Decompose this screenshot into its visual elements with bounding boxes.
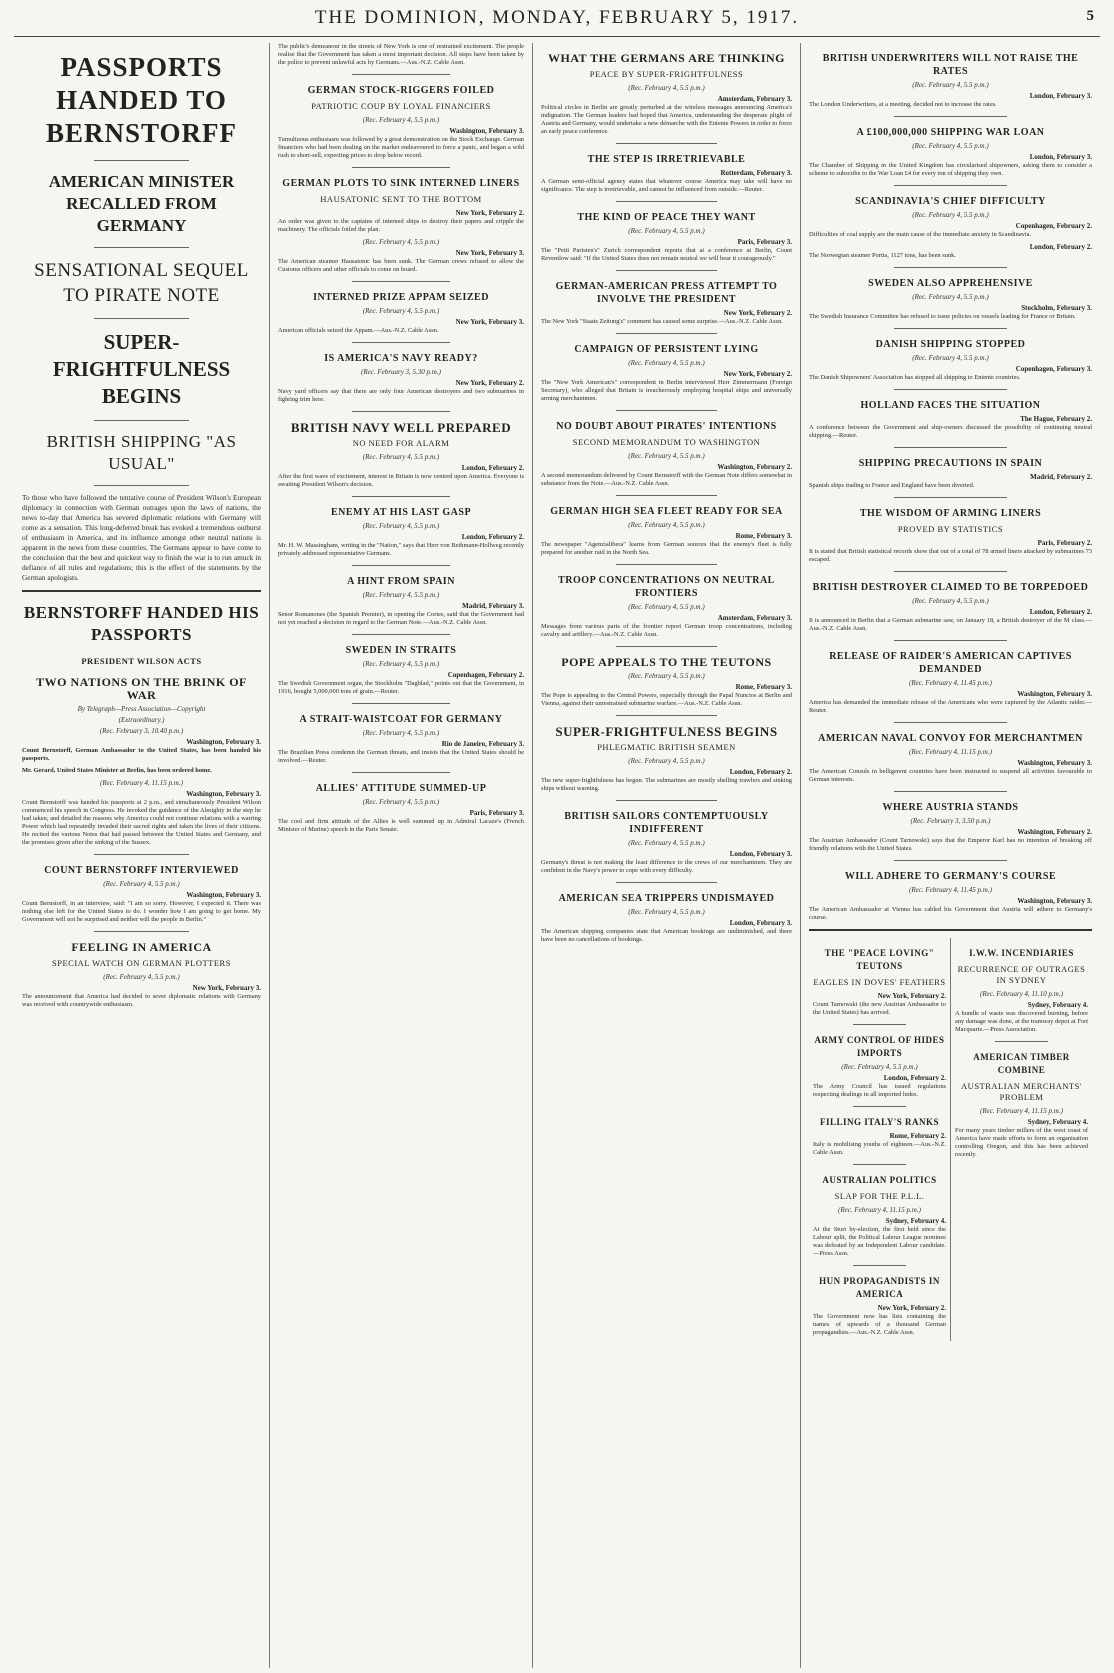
dateline: Washington, February 2. xyxy=(1017,828,1092,836)
article-headline: WHERE AUSTRIA STANDS xyxy=(882,802,1019,813)
received-note: (Rec. February 4, 5.5 p.m.) xyxy=(628,757,705,765)
divider xyxy=(894,328,1007,329)
article-body: The public's demeanour in the streets of New York is one of restrained excitement. The people realise that the Government has taken a most important decision. All steps have been taken by the police to prevent unlawful acts by Germans.—Aus.-N.Z. Cable Assn. xyxy=(278,43,524,66)
deck-headline-4: BRITISH SHIPPING "AS USUAL" xyxy=(46,432,237,473)
article-body: It is stated that British statistical records show that out of a total of 78 armed liners attacked by submarines 73 escaped. xyxy=(809,548,1092,563)
masthead-title: THE DOMINION, MONDAY, FEBRUARY 5, 1917. xyxy=(314,7,800,28)
article-headline: POPE APPEALS TO THE TEUTONS xyxy=(561,655,772,669)
divider xyxy=(616,564,716,565)
divider xyxy=(352,342,450,343)
article-headline: ARMY CONTROL OF HIDES IMPORTS xyxy=(814,1035,945,1058)
dateline: London, February 3. xyxy=(729,919,792,927)
dateline: London, February 2. xyxy=(1029,608,1092,616)
article-subheadline: PRESIDENT WILSON ACTS xyxy=(81,656,202,666)
article-body: The newspaper "Agenzialibera" learns from German sources that the enemy's fleet is fully prepared for another raid in the North Sea. xyxy=(541,541,792,556)
article-body: Political circles in Berlin are greatly perturbed at the wireless messages announcing America's indignation. The German leaders had hoped that America, understanding the desperate plight of Austria and Germany, would undertake a new démarche with the Entente Powers in order to force an early peace conference. xyxy=(541,104,792,135)
dateline: London, February 3. xyxy=(1029,92,1092,100)
article-body: Difficulties of coal supply are the main cause of the immediate anxiety in Scandinavia. xyxy=(809,231,1032,238)
divider xyxy=(894,791,1007,792)
received-note: (Rec. February 4, 5.5 p.m.) xyxy=(628,452,705,460)
received-note: (Rec. February 4, 5.5 p.m.) xyxy=(362,522,440,530)
divider xyxy=(894,447,1007,448)
received-note: (Rec. February 4, 5.5 p.m.) xyxy=(362,238,440,246)
article-body: Italy is mobilising youths of eighteen.—Aus.-N.Z. Cable Assn. xyxy=(813,1141,946,1156)
received-note: (Rec. February 4, 5.5 p.m.) xyxy=(362,307,440,315)
divider xyxy=(616,495,716,496)
received-note: (Rec. February 4, 11.15 p.m.) xyxy=(100,779,183,787)
article-headline: AMERICAN NAVAL CONVOY FOR MERCHANTMEN xyxy=(818,733,1083,744)
split-column-right xyxy=(951,938,1092,1341)
received-note: (Rec. February 4, 5.5 p.m.) xyxy=(912,293,989,301)
article-body: The Swedish Government organ, the Stockholm "Dagblad," points out that the Government, in 1916, bought 5,000,000 tons of grain.—Reuter. xyxy=(278,680,524,695)
divider xyxy=(894,571,1007,572)
article-subheadline: EAGLES IN DOVES' FEATHERS xyxy=(813,977,946,987)
divider xyxy=(94,160,190,161)
article-headline: THE "PEACE LOVING" TEUTONS xyxy=(824,948,935,971)
column-2 xyxy=(270,43,533,1668)
article-headline: SWEDEN ALSO APPREHENSIVE xyxy=(868,278,1033,289)
article-headline: ENEMY AT HIS LAST GASP xyxy=(330,507,472,518)
received-note: (Rec. February 4, 5.5 p.m.) xyxy=(362,453,440,461)
article-subheadline: SLAP FOR THE P.L.L. xyxy=(834,1191,925,1201)
dateline: Washington, February 3. xyxy=(186,790,261,798)
dateline: Copenhagen, February 2. xyxy=(447,671,524,679)
divider xyxy=(94,931,190,932)
article-body: The new super-frightfulness has begun. The submarines are mostly shelling trawlers and sinking ships without warning. xyxy=(541,777,792,792)
dateline: Paris, February 2. xyxy=(1037,539,1092,547)
split-columns xyxy=(809,938,1092,1341)
article-body: A bundle of waste was discovered burning, before any damage was done, at the tramway depot at Fort Macquarie.—Press Association. xyxy=(955,1010,1088,1033)
article-headline: A STRAIT-WAISTCOAT FOR GERMANY xyxy=(299,714,503,725)
article-headline: WHAT THE GERMANS ARE THINKING xyxy=(548,51,785,65)
article-headline: FEELING IN AMERICA xyxy=(71,940,212,954)
article-subheadline: SPECIAL WATCH ON GERMAN PLOTTERS xyxy=(52,958,231,968)
received-note: (Rec. February 3, 5.30 p.m.) xyxy=(361,368,441,376)
article-subheadline: TWO NATIONS ON THE BRINK OF WAR xyxy=(36,675,247,702)
article-body: A conference between the Government and ship-owners discussed the possibility of continuing neutral shipping.—Reuter. xyxy=(809,424,1092,439)
article-headline: GERMAN-AMERICAN PRESS ATTEMPT TO INVOLVE THE PRESIDENT xyxy=(555,281,778,305)
article-headline: I.W.W. INCENDIARIES xyxy=(969,948,1074,958)
article-body: The Pope is appealing to the Central Powers, especially through the Papal Nuncios at Berlin and Vienna, against their unrestrained submarine warfare.—Aus.-N.Z. Cable Assn. xyxy=(541,692,792,707)
article-headline: WILL ADHERE TO GERMANY'S COURSE xyxy=(844,871,1057,882)
dateline: Sydney, February 4. xyxy=(885,1217,946,1225)
received-note: (Rec. February 4, 5.5 p.m.) xyxy=(362,798,440,806)
received-note: (Rec. February 4, 11.45 p.m.) xyxy=(909,886,992,894)
received-note: (Rec. February 4, 5.5 p.m.) xyxy=(912,142,989,150)
received-note: (Rec. February 4, 11.15 p.m.) xyxy=(980,1107,1063,1115)
article-headline: AMERICAN TIMBER COMBINE xyxy=(973,1052,1070,1075)
divider xyxy=(894,116,1007,117)
dateline: London, February 2. xyxy=(461,533,524,541)
article-body: The American Ambassador at Vienna has cabled his Government that Austria will adhere to Germany's course. xyxy=(809,906,1092,921)
dateline: Washington, February 3. xyxy=(1017,759,1092,767)
received-note: (Rec. February 4, 5.5 p.m.) xyxy=(628,603,705,611)
received-note: (Rec. February 4, 5.5 p.m.) xyxy=(628,84,705,92)
dateline: Stockholm, February 3. xyxy=(1021,304,1092,312)
received-note: (Rec. February 4, 5.5 p.m.) xyxy=(841,1063,918,1071)
article-headline: HOLLAND FACES THE SITUATION xyxy=(860,400,1041,411)
received-note: (Rec. February 4, 5.5 p.m.) xyxy=(912,81,989,89)
article-headline: DANISH SHIPPING STOPPED xyxy=(875,339,1026,350)
article-body: The London Underwriters, at a meeting, decided not to increase the rates. xyxy=(809,101,997,108)
received-note: (Rec. February 4, 11.15 p.m.) xyxy=(838,1206,921,1214)
article-body: The American steamer Hausatonic has been sunk. The German crews refused to allow the Customs officers and other officials to come on board. xyxy=(278,258,524,273)
article-body: Count Bernstorff, German Ambassador to the United States, has been handed his passports. xyxy=(22,747,261,762)
copyright-note: By Telegraph—Press Association—Copyright xyxy=(77,705,206,713)
received-note: (Rec. February 4, 11.15 p.m.) xyxy=(909,748,992,756)
article-body: The Brazilian Press condemn the German threats, and insists that the United States should be involved.—Reuter. xyxy=(278,749,524,764)
dateline: Paris, February 3. xyxy=(737,238,792,246)
article-headline: GERMAN PLOTS TO SINK INTERNED LINERS xyxy=(282,178,520,189)
article-body: The American shipping companies state that American bookings are undiminished, and there have been no cancellations of bookings. xyxy=(541,928,792,943)
dateline: London, February 3. xyxy=(1029,153,1092,161)
divider xyxy=(616,800,716,801)
divider xyxy=(616,270,716,271)
dateline: The Hague, February 2. xyxy=(1020,415,1092,423)
dateline: New York, February 2. xyxy=(455,379,524,387)
article-headline: AMERICAN SEA TRIPPERS UNDISMAYED xyxy=(558,893,775,904)
article-headline: SHIPPING PRECAUTIONS IN SPAIN xyxy=(858,458,1043,469)
deck-headline-3: SUPER-FRIGHTFULNESS BEGINS xyxy=(52,330,231,408)
article-headline: BERNSTORFF HANDED HIS PASSPORTS xyxy=(23,603,260,644)
intro-paragraph: To those who have followed the tentative course of President Wilson's European diplomacy in connection with German outrages upon the laws of nations, the news to-day that America has severed diplomatic relations with Germany will come as a sensation. This long-deferred break has evoked a tremendous outburst of enthusiasm in America, and its influence amongst other neutral nations is apparent in the news from these countries. The Germans appear to have come to the conclusion that the best and quickest way to finish the war is to run amuck in defiance of all rules and regulations; this is the effect of the statements by the German apologists. xyxy=(22,493,261,582)
dateline: Washington, February 2. xyxy=(717,463,792,471)
article-headline: FILLING ITALY'S RANKS xyxy=(819,1117,940,1127)
article-body: After the first wave of excitement, interest in Britain is now centred upon America. Everyone is awaiting President Wilson's decision. xyxy=(278,473,524,488)
divider xyxy=(616,715,716,716)
received-note: (Rec. February 4, 5.5 p.m.) xyxy=(628,227,705,235)
received-note: (Rec. February 4, 5.5 p.m.) xyxy=(628,672,705,680)
received-note: (Rec. February 4, 5.5 p.m.) xyxy=(912,597,989,605)
divider xyxy=(352,703,450,704)
dateline: New York, February 2. xyxy=(455,209,524,217)
dateline: Sydney, February 4. xyxy=(1027,1001,1088,1009)
article-body: Germany's threat is not making the least difference to the crews of our merchantmen. They are confident in the Navy's power to cope with every difficulty. xyxy=(541,859,792,874)
divider xyxy=(894,267,1007,268)
article-body: At the Sturt by-election, the first held since the Labour split, the Political Labour League nominee was defeated by an Independent Labour candidate.—Press Assn. xyxy=(813,1226,946,1257)
article-subheadline: AUSTRALIAN MERCHANTS' PROBLEM xyxy=(961,1081,1082,1102)
divider xyxy=(616,882,716,883)
dateline: Rio de Janeiro, February 3. xyxy=(441,740,524,748)
article-subheadline: PATRIOTIC COUP BY LOYAL FINANCIERS xyxy=(311,101,491,111)
article-headline: SCANDINAVIA'S CHIEF DIFFICULTY xyxy=(855,196,1046,207)
masthead xyxy=(14,0,1100,37)
article-body: Mr. Gerard, United States Minister at Berlin, has been ordered home. xyxy=(22,767,212,774)
dateline: Madrid, February 2. xyxy=(1030,473,1092,481)
article-headline: COUNT BERNSTORFF INTERVIEWED xyxy=(44,865,239,876)
dateline: Sydney, February 4. xyxy=(1027,1118,1088,1126)
article-headline: A £100,000,000 SHIPPING WAR LOAN xyxy=(856,127,1045,138)
received-note: (Rec. February 4, 5.5 p.m.) xyxy=(362,116,440,124)
article-subheadline: RECURRENCE OF OUTRAGES IN SYDNEY xyxy=(957,964,1086,985)
article-headline: THE KIND OF PEACE THEY WANT xyxy=(577,212,756,223)
article-body: America has demanded the immediate release of the Americans who were captured by the Atlantic raider.—Reuter. xyxy=(809,699,1092,714)
divider xyxy=(94,318,190,319)
dateline: London, February 2. xyxy=(1029,243,1092,251)
deck-headline-1: AMERICAN MINISTER RECALLED FROM GERMANY xyxy=(48,172,235,235)
article-body: The New York "Staats Zeitung's" comment has caused some surprise.—Aus.-N.Z. Cable Assn. xyxy=(541,318,783,325)
article-body: The Danish Shipowners' Association has stopped all shipping to Entente countries. xyxy=(809,374,1021,381)
article-body: The cool and firm attitude of the Allies is well summed up in Admiral Lacaze's (French Minister of Marine) speech in the Paris Senate. xyxy=(278,818,524,833)
received-note: (Rec. February 4, 5.5 p.m.) xyxy=(912,211,989,219)
dateline: Rome, February 2. xyxy=(889,1132,946,1140)
divider xyxy=(616,143,716,144)
divider xyxy=(616,646,716,647)
dateline: Amsterdam, February 3. xyxy=(717,95,792,103)
received-note: (Rec. February 4, 5.5 p.m.) xyxy=(628,359,705,367)
article-headline: IS AMERICA'S NAVY READY? xyxy=(324,353,478,364)
divider xyxy=(352,496,450,497)
divider xyxy=(894,722,1007,723)
dateline: Washington, February 3. xyxy=(186,891,261,899)
received-note: (Rec. February 4, 5.5 p.m.) xyxy=(912,354,989,362)
received-note: (Rec. February 4, 5.5 p.m.) xyxy=(362,660,440,668)
article-headline: SWEDEN IN STRAITS xyxy=(345,645,457,656)
dateline: London, February 2. xyxy=(461,464,524,472)
article-body: Navy yard officers say that there are only four American destroyers and two submarines in fighting trim here. xyxy=(278,388,524,403)
divider xyxy=(352,167,450,168)
lead-headline: PASSPORTS HANDED TO BERNSTORFF xyxy=(45,52,238,148)
article-headline: CAMPAIGN OF PERSISTENT LYING xyxy=(574,344,759,355)
divider xyxy=(22,590,261,592)
article-body: For many years timber millers of the west coast of America have made efforts to form an organisation controlling Oregon, and this has been achieved recently. xyxy=(955,1127,1088,1158)
article-body: The announcement that America had decided to sever diplomatic relations with Germany was received with countrywide enthusiasm. xyxy=(22,993,261,1008)
dateline: New York, February 2. xyxy=(877,992,946,1000)
dateline: Copenhagen, February 3. xyxy=(1015,365,1092,373)
divider xyxy=(94,420,190,421)
article-subheadline: PROVED BY STATISTICS xyxy=(897,524,1004,534)
column-1 xyxy=(14,43,270,1668)
divider xyxy=(853,1164,906,1165)
article-body: Tumultuous enthusiasm was followed by a great demonstration on the Stock Exchange. German financiers who had been dealing on the market endeavoured to force a panic, and began a wild rush to short-sell, expecting prices to drop below record. xyxy=(278,136,524,159)
article-headline: TROOP CONCENTRATIONS ON NEUTRAL FRONTIERS xyxy=(558,575,775,599)
dateline: New York, February 3. xyxy=(192,984,261,992)
article-body: The "New York American's" correspondent in Berlin interviewed Herr Zimmermann (Foreign Secretary), who alleged that Britain is treacherously employing hospital ships and universally arming merchantmen. xyxy=(541,379,792,402)
deck-headline-2: SENSATIONAL SEQUEL TO PIRATE NOTE xyxy=(34,260,249,306)
column-4 xyxy=(801,43,1100,1668)
received-note: (Rec. February 4, 5.5 p.m.) xyxy=(628,908,705,916)
article-headline: A HINT FROM SPAIN xyxy=(347,576,455,587)
divider xyxy=(894,497,1007,498)
dateline: Copenhagen, February 2. xyxy=(1015,222,1092,230)
divider xyxy=(894,185,1007,186)
dateline: Washington, February 3. xyxy=(1017,690,1092,698)
article-body: The Norwegian steamer Portia, 1127 tons, has been sunk. xyxy=(809,252,956,259)
dateline: New York, February 3. xyxy=(455,318,524,326)
dateline: Rotterdam, February 3. xyxy=(720,169,792,177)
article-body: Senor Romanones (the Spanish Premier), in opening the Cortes, said that the Government had not yet reached a decision in regard to the German Note.—Aus.-N.Z. Cable Assn. xyxy=(278,611,524,626)
article-body: A second memorandum delivered by Count Bernstorff with the German Note differs somewhat in substance from the Note.—Aus.-N.Z. Cable Assn. xyxy=(541,472,792,487)
received-note: (Rec. February 3, 10.40 p.m.) xyxy=(99,727,184,735)
received-note: (Rec. February 4, 5.5 p.m.) xyxy=(362,591,440,599)
divider xyxy=(352,281,450,282)
article-headline: BRITISH SAILORS CONTEMPTUOUSLY INDIFFERENT xyxy=(564,811,769,835)
divider xyxy=(894,860,1007,861)
article-body: The Chamber of Shipping in the United Kingdom has circularised shipowners, asking them to consider a scheme to subscribe to the War Loan £4 for every ton of shipping they own. xyxy=(809,162,1092,177)
received-note: (Rec. February 4, 5.5 p.m.) xyxy=(103,973,180,981)
divider xyxy=(894,389,1007,390)
article-subheadline: NO NEED FOR ALARM xyxy=(352,438,450,448)
article-headline: THE WISDOM OF ARMING LINERS xyxy=(859,508,1042,519)
divider xyxy=(94,247,190,248)
received-note: (Rec. February 4, 5.5 p.m.) xyxy=(362,729,440,737)
divider xyxy=(616,410,716,411)
article-headline: BRITISH NAVY WELL PREPARED xyxy=(290,420,512,435)
divider xyxy=(894,640,1007,641)
dateline: Washington, February 3. xyxy=(1017,897,1092,905)
dateline: New York, February 3. xyxy=(455,249,524,257)
dateline: New York, February 2. xyxy=(723,370,792,378)
split-column-left xyxy=(809,938,951,1341)
divider xyxy=(94,854,190,855)
article-body: An order was given to the captains of interned ships to destroy their papers and cripple the machinery. The officials foiled the plan. xyxy=(278,218,524,233)
divider xyxy=(853,1265,906,1266)
divider xyxy=(853,1024,906,1025)
article-headline: HUN PROPAGANDISTS IN AMERICA xyxy=(819,1276,940,1299)
article-body: American officials seized the Appam.—Aus.-N.Z. Cable Assn. xyxy=(278,327,439,334)
article-body: It is announced in Berlin that a German submarine saw, on January 18, a British destroyer of the M class.—Aus.-N.Z. Cable Assn. xyxy=(809,617,1092,632)
divider xyxy=(809,929,1092,931)
dateline: New York, February 2. xyxy=(877,1304,946,1312)
divider xyxy=(853,1106,906,1107)
divider xyxy=(352,74,450,75)
article-subheadline: HAUSATONIC SENT TO THE BOTTOM xyxy=(320,194,482,204)
article-body: The Government now has lists containing the names of upwards of a thousand German propagandists.—Aus.-N.Z. Cable Assn. xyxy=(813,1313,946,1336)
dateline: Washington, February 3. xyxy=(449,127,524,135)
received-note: (Extraordinary.) xyxy=(118,716,165,724)
article-headline: SUPER-FRIGHTFULNESS BEGINS xyxy=(555,724,778,739)
article-body: Count Bernstorff was handed his passports at 2 p.m., and simultaneously President Wilson commenced his speech in Congress. He invoked the guidance of the Almighty in the step he had taken, and detailed the reasons why America could not continue relations with a warring Power which had repeatedly invaded their sacred rights and taken the lives of their citizens. He recited the various Notes that had passed between the United States and Germany, and the promises given after the sinking of the Sussex. xyxy=(22,799,261,846)
article-body: Count Bernstorff, in an interview, said: "I am so sorry. However, I expected it. There was nothing else left for the United States to do. I wonder how I am going to get home. My Government will not be surprised and neither will the people in Berlin." xyxy=(22,900,261,923)
article-body: The Swedish Insurance Committee has refused to issue policies on vessels leading for France or Britain. xyxy=(809,313,1076,320)
article-subheadline: PEACE BY SUPER-FRIGHTFULNESS xyxy=(589,69,744,79)
dateline: Washington, February 3. xyxy=(186,738,261,746)
dateline: Madrid, February 3. xyxy=(462,602,524,610)
article-headline: RELEASE OF RAIDER'S AMERICAN CAPTIVES DEMANDED xyxy=(829,651,1072,675)
divider xyxy=(352,772,450,773)
article-body: Mr. H. W. Massingham, writing in the "Nation," says that Herr von Bethmann-Hollweg recently privately addressed representative Germans. xyxy=(278,542,524,557)
article-body: Count Tarnowski (the new Austrian Ambassador to the United States) has arrived. xyxy=(813,1001,946,1016)
dateline: New York, February 2. xyxy=(723,309,792,317)
dateline: London, February 3. xyxy=(729,850,792,858)
dateline: Amsterdam, February 3. xyxy=(717,614,792,622)
column-3 xyxy=(533,43,801,1668)
article-headline: GERMAN STOCK-RIGGERS FOILED xyxy=(307,85,495,96)
article-body: Spanish ships trading to France and England have been diverted. xyxy=(809,482,975,489)
dateline: London, February 2. xyxy=(729,768,792,776)
article-headline: NO DOUBT ABOUT PIRATES' INTENTIONS xyxy=(556,421,777,432)
article-body: The "Petit Parisien's" Zurich correspondent reports that at a conference at Berlin, Count Reventlow said: "If the United States does not remain neutral we will bear it courageously." xyxy=(541,247,792,262)
article-subheadline: SECOND MEMORANDUM TO WASHINGTON xyxy=(572,437,761,447)
dateline: Paris, February 3. xyxy=(469,809,524,817)
divider xyxy=(616,201,716,202)
article-headline: ALLIES' ATTITUDE SUMMED-UP xyxy=(315,783,487,794)
received-note: (Rec. February 4, 11.45 p.m.) xyxy=(909,679,992,687)
article-body: The Army Council has issued regulations respecting dealings in all imported hides. xyxy=(813,1083,946,1098)
dateline: London, February 2. xyxy=(883,1074,946,1082)
article-headline: GERMAN HIGH SEA FLEET READY FOR SEA xyxy=(550,506,783,517)
article-body: The American Consuls in belligerent countries have been instructed to suspend all activities favourable to German interests. xyxy=(809,768,1092,783)
page-number: 5 xyxy=(1086,8,1094,24)
received-note: (Rec. February 3, 3.50 p.m.) xyxy=(910,817,991,825)
divider xyxy=(616,333,716,334)
received-note: (Rec. February 4, 5.5 p.m.) xyxy=(628,521,705,529)
received-note: (Rec. February 4, 5.5 p.m.) xyxy=(103,880,180,888)
article-body: The Austrian Ambassador (Count Tarnowski) says that the Emperor Karl has no intention of breaking off friendly relations with the United States. xyxy=(809,837,1092,852)
divider xyxy=(94,485,190,486)
article-body: A German semi-official agency states that whatever course America may take will have no significance. The step is irretrievable, and cannot be influenced from outside.—Reuter. xyxy=(541,178,792,193)
received-note: (Rec. February 4, 11.10 p.m.) xyxy=(980,990,1063,998)
article-body: Messages from various parts of the frontier report German troop concentrations, including cavalry and artillery.—Aus.-N.Z. Cable Assn. xyxy=(541,623,792,638)
article-subheadline: PHLEGMATIC BRITISH SEAMEN xyxy=(597,742,736,752)
article-headline: INTERNED PRIZE APPAM SEIZED xyxy=(313,292,489,303)
received-note: (Rec. February 4, 5.5 p.m.) xyxy=(628,839,705,847)
article-headline: BRITISH DESTROYER CLAIMED TO BE TORPEDOED xyxy=(812,582,1089,593)
divider xyxy=(352,411,450,412)
article-headline: AUSTRALIAN POLITICS xyxy=(822,1175,937,1185)
divider xyxy=(352,565,450,566)
divider xyxy=(995,1041,1048,1042)
article-headline: THE STEP IS IRRETRIEVABLE xyxy=(587,154,746,165)
dateline: Rome, February 3. xyxy=(735,532,792,540)
divider xyxy=(352,634,450,635)
columns xyxy=(14,43,1100,1668)
article-headline: BRITISH UNDERWRITERS WILL NOT RAISE THE RATES xyxy=(822,53,1079,77)
dateline: Rome, February 3. xyxy=(735,683,792,691)
